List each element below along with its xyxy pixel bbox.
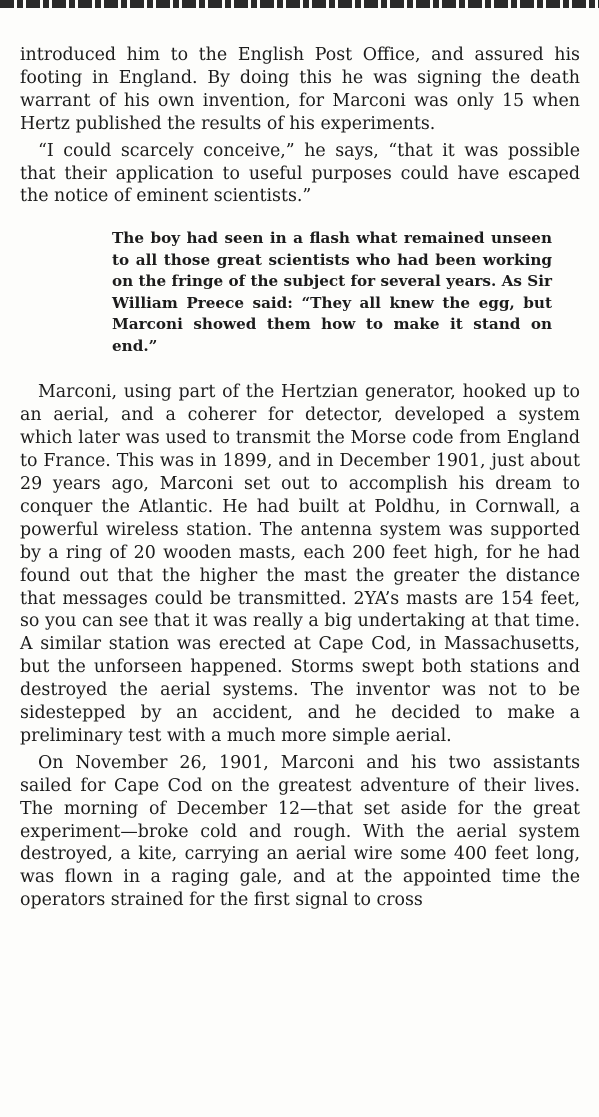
- decorative-top-border: [0, 0, 599, 8]
- pull-quote: The boy had seen in a flash what remained unseen to all those great scientists who had been working on the fringe of the subject for several years. As Sir William Preece said: “They all knew the egg, but Marconi showed them how to make it stand on end.”: [112, 229, 552, 355]
- article-paragraph-2: “I could scarcely conceive,” he says, “that it was possible that their application to useful purposes could have escaped the notice of eminent scientists.”: [20, 140, 580, 207]
- article-paragraph-3: Marconi, using part of the Hertzian generator, hooked up to an aerial, and a coherer for detector, developed a system which later was used to transmit the Morse code from England to France. This was in 1899, and in December 1901, just about 29 years ago, Marconi set out to accomplish his dream to conquer the Atlantic. He had built at Poldhu, in Cornwall, a powerful wireless station. The antenna system was supported by a ring of 20 wooden masts, each 200 feet high, for he had found out that the higher the mast the greater the distance that messages could be transmitted. 2YA’s masts are 154 feet, so you can see that it was really a big undertaking at that time. A similar station was erected at Cape Cod, in Massachusetts, but the unforseen happened. Storms swept both stations and destroyed the aerial systems. The inventor was not to be sidestepped by an accident, and he decided to make a preliminary test with a much more simple aerial.: [20, 382, 580, 746]
- article-paragraph-4: On November 26, 1901, Marconi and his two assistants sailed for Cape Cod on the greatest adventure of their lives. The morning of December 12—that set aside for the great experiment—broke cold and rough. With the aerial system destroyed, a kite, carrying an aerial wire some 400 feet long, was flown in a raging gale, and at the appointed time the operators strained for the first signal to cross: [20, 752, 580, 911]
- article-paragraph-1: introduced him to the English Post Office, and assured his footing in England. By doing this he was signing the death warrant of his own invention, for Marconi was only 15 when Hertz published the results of his experiments.: [20, 45, 580, 134]
- article-column: [20, 44, 580, 912]
